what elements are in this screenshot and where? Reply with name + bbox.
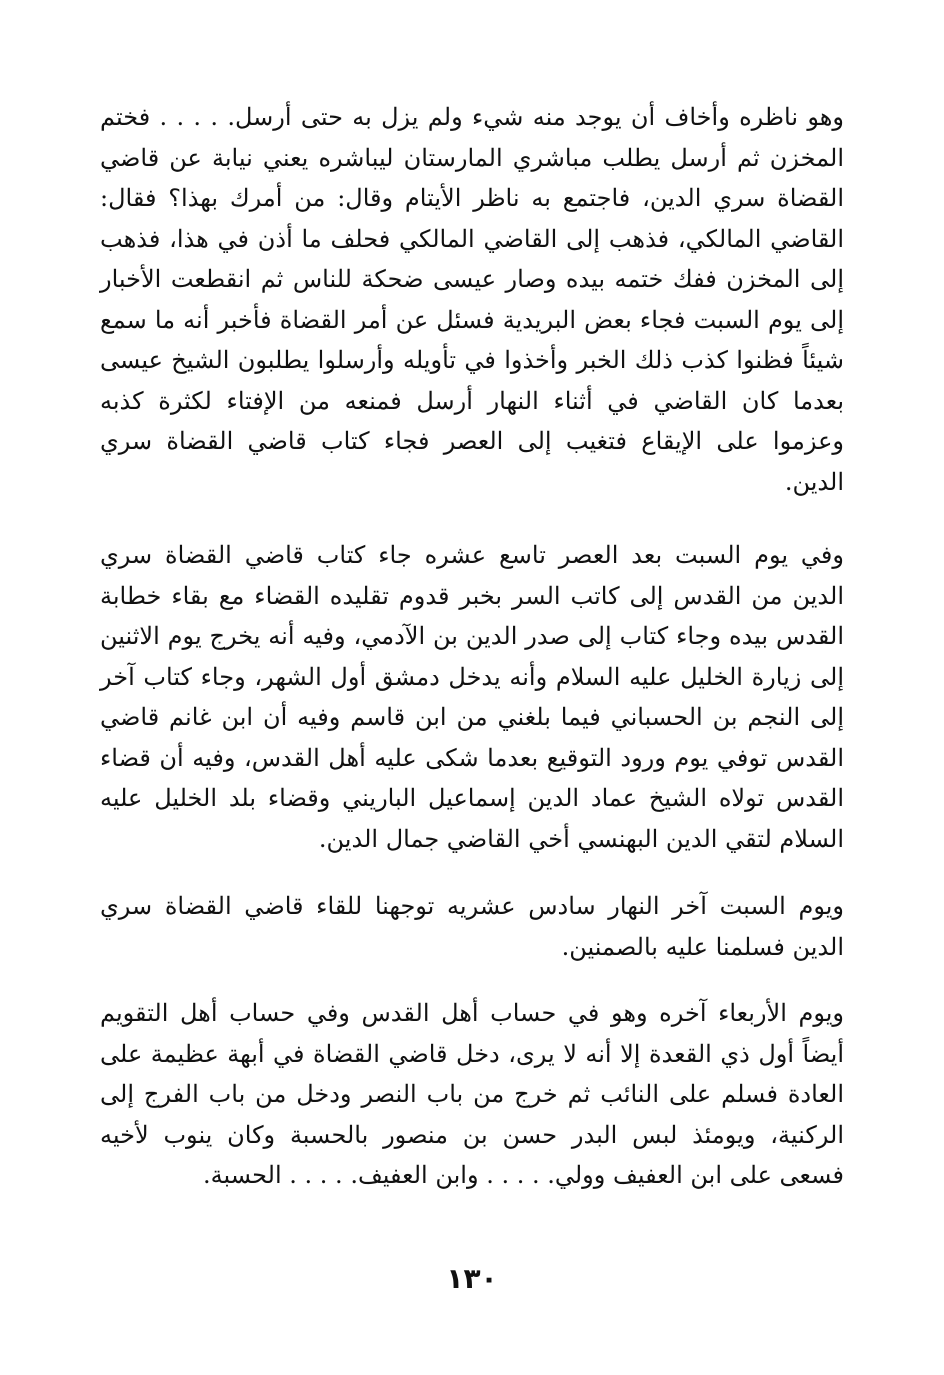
paragraph-3-text: ويوم السبت آخر النهار سادس عشريه توجهنا للقاء قاضي القضاة سري الدين فسلمنا عليه بالصمنين.	[100, 892, 844, 961]
paragraph-1-text: وهو ناظره وأخاف أن يوجد منه شيء ولم يزل به حتى أرسل. . . . . فختم المخزن ثم أرسل يطلب مباشري المارستان ليباشره يعني نيابة عن قاضي القضاة سري الدين، فاجتمع به ناظر الأيتام وقال: من أمرك بهذا؟ فقال: القاضي المالكي، فذهب إلى القاضي المالكي فحلف ما أذن في هذا، فذهب إلى المخزن ففك ختمه بيده وصار عيسى ضحكة للناس ثم انقطعت الأخبار إلى يوم السبت فجاء بعض البريدية فسئل عن أمر القضاة فأخبر أنه ما سمع شيئاً فظنوا كذب ذلك الخبر وأخذوا في تأويله وأرسلوا يطلبون الشيخ عيسى بعدما كان القاضي في أثناء النهار أرسل فمنعه من الإفتاء لكثرة كذبه وعزموا على الإيقاع فتغيب إلى العصر فجاء كتاب قاضي القضاة سري الدين.	[100, 103, 844, 496]
page-number: ١٣٠	[446, 1262, 498, 1295]
paragraph-4-text: ويوم الأربعاء آخره وهو في حساب أهل القدس وفي حساب أهل التقويم أيضاً أول ذي القعدة إلا أنه لا يرى، دخل قاضي القضاة في أبهة عظيمة على العادة فسلم على النائب ثم خرج من باب النصر ودخل من باب الفرج إلى الركنية، ويومئذ لبس البدر حسن بن منصور بالحسبة وكان ينوب لأخيه فسعى على ابن العفيف وولي. . . . . وابن العفيف. . . . . الحسبة.	[100, 999, 844, 1189]
paragraph-2-text: وفي يوم السبت بعد العصر تاسع عشره جاء كتاب قاضي القضاة سري الدين من القدس إلى كاتب السر بخبر قدوم تقليده القضاء مع بقاء خطابة القدس بيده وجاء كتاب إلى صدر الدين بن الآدمي، وفيه أنه يخرج يوم الاثنين إلى زيارة الخليل عليه السلام وأنه يدخل دمشق أول الشهر، وجاء كتاب آخر إلى النجم بن الحسباني فيما بلغني من ابن قاسم وفيه أن ابن غانم قاضي القدس توفي يوم ورود التوقيع بعدما شكى عليه أهل القدس، وفيه أن قضاء القدس تولاه الشيخ عماد الدين إسماعيل الباريني وقضاء بلد الخليل عليه السلام لتقي الدين البهنسي أخي القاضي جمال الدين.	[100, 541, 844, 853]
paragraph-2	[100, 535, 844, 859]
paragraph-4	[100, 993, 844, 1196]
paragraph-3	[100, 886, 844, 967]
paragraph-1	[100, 97, 844, 502]
